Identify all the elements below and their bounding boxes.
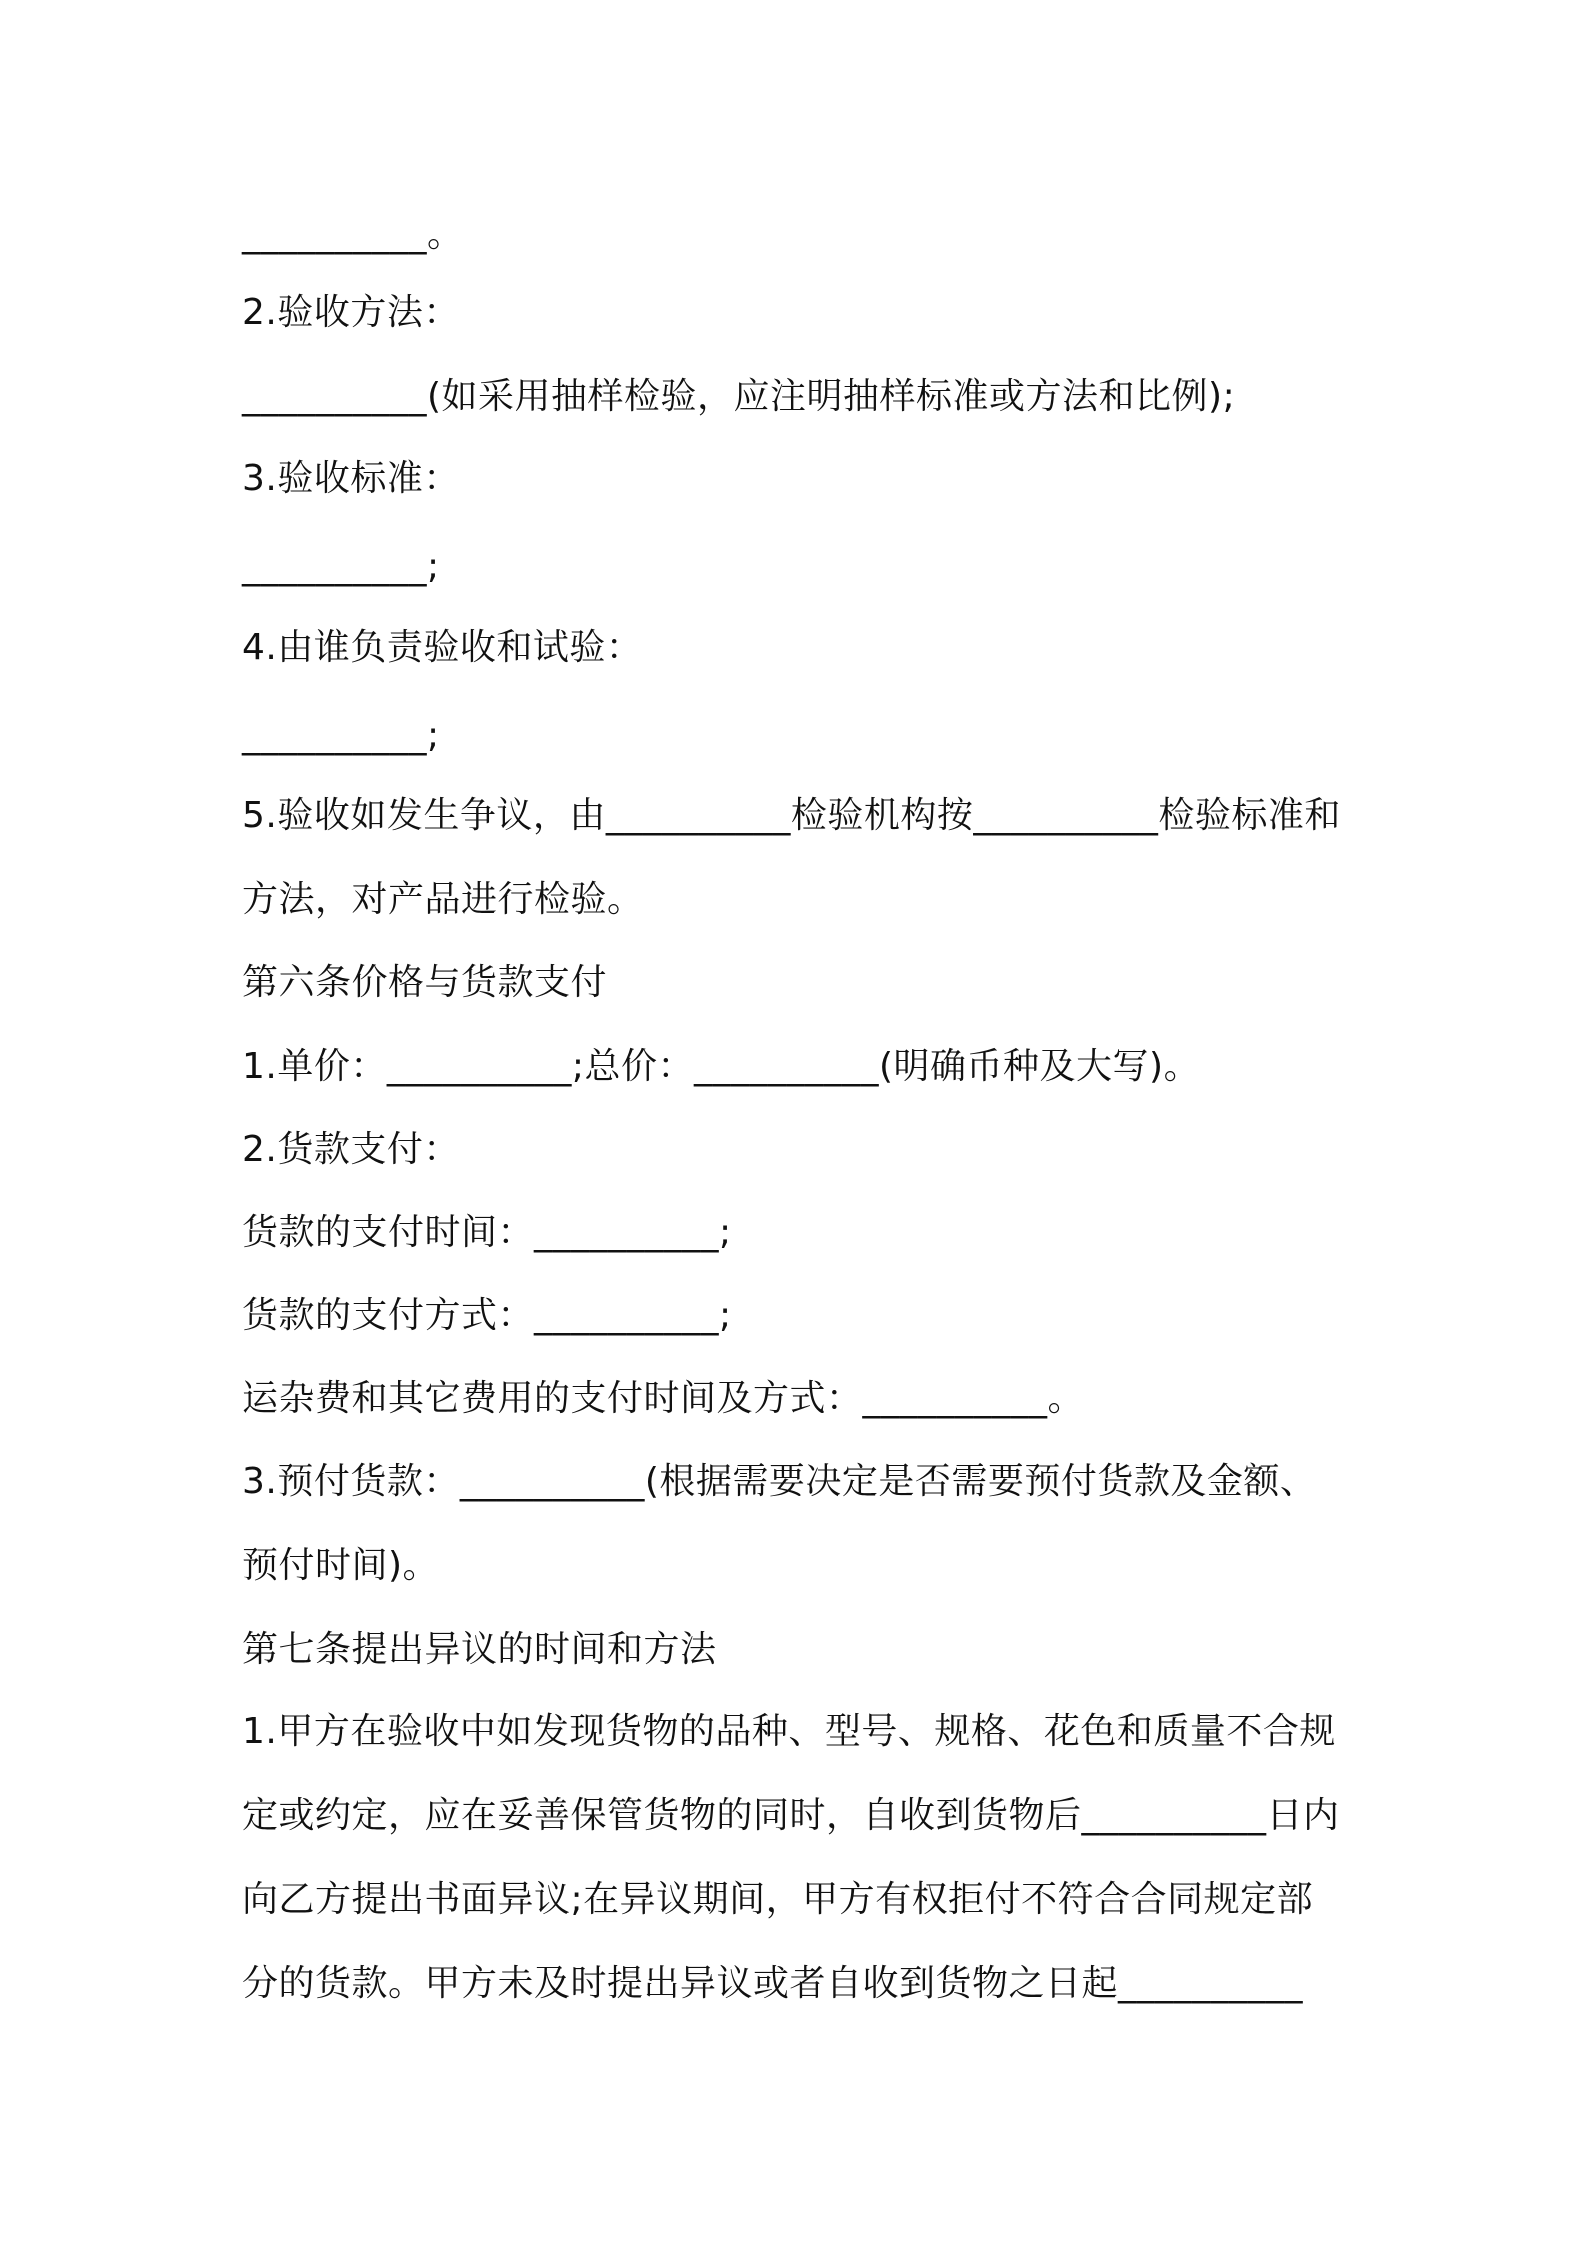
article-seven-heading: 第七条提出异议的时间和方法 <box>242 1629 717 1670</box>
contract-line-blank-end: __________。 <box>242 214 464 255</box>
prepayment-line-2: 预付时间)。 <box>242 1545 440 1586</box>
objection-clause-line-3: 向乙方提出书面异议;在异议期间，甲方有权拒付不符合合同规定部 <box>242 1879 1314 1920</box>
acceptance-standard-blank: __________; <box>242 546 440 587</box>
acceptance-method-heading: 2.验收方法： <box>242 292 460 333</box>
article-six-heading: 第六条价格与货款支付 <box>242 962 608 1003</box>
payment-heading: 2.货款支付： <box>242 1129 460 1170</box>
prepayment-line-1: 3.预付货款：__________(根据需要决定是否需要预付货款及金额、 <box>242 1461 1317 1502</box>
dispute-clause-line-2: 方法，对产品进行检验。 <box>242 879 644 920</box>
acceptance-standard-heading: 3.验收标准： <box>242 458 460 499</box>
acceptance-responsible-blank: __________; <box>242 715 440 756</box>
objection-clause-line-4: 分的货款。甲方未及时提出异议或者自收到货物之日起__________ <box>242 1963 1304 2004</box>
unit-price-total-line: 1.单价：__________;总价：__________(明确币种及大写)。 <box>242 1046 1201 1087</box>
payment-method-line: 货款的支付方式：__________; <box>242 1295 732 1336</box>
acceptance-responsible-heading: 4.由谁负责验收和试验： <box>242 627 643 668</box>
freight-payment-line: 运杂费和其它费用的支付时间及方式：__________。 <box>242 1378 1085 1419</box>
dispute-clause-line-1: 5.验收如发生争议，由__________检验机构按__________检验标准和 <box>242 795 1341 836</box>
payment-time-line: 货款的支付时间：__________; <box>242 1212 732 1253</box>
objection-clause-line-1: 1.甲方在验收中如发现货物的品种、型号、规格、花色和质量不合规 <box>242 1711 1336 1752</box>
acceptance-method-blank: __________(如采用抽样检验，应注明抽样标准或方法和比例); <box>242 376 1236 417</box>
objection-clause-line-2: 定或约定，应在妥善保管货物的同时，自收到货物后__________日内 <box>242 1795 1340 1836</box>
